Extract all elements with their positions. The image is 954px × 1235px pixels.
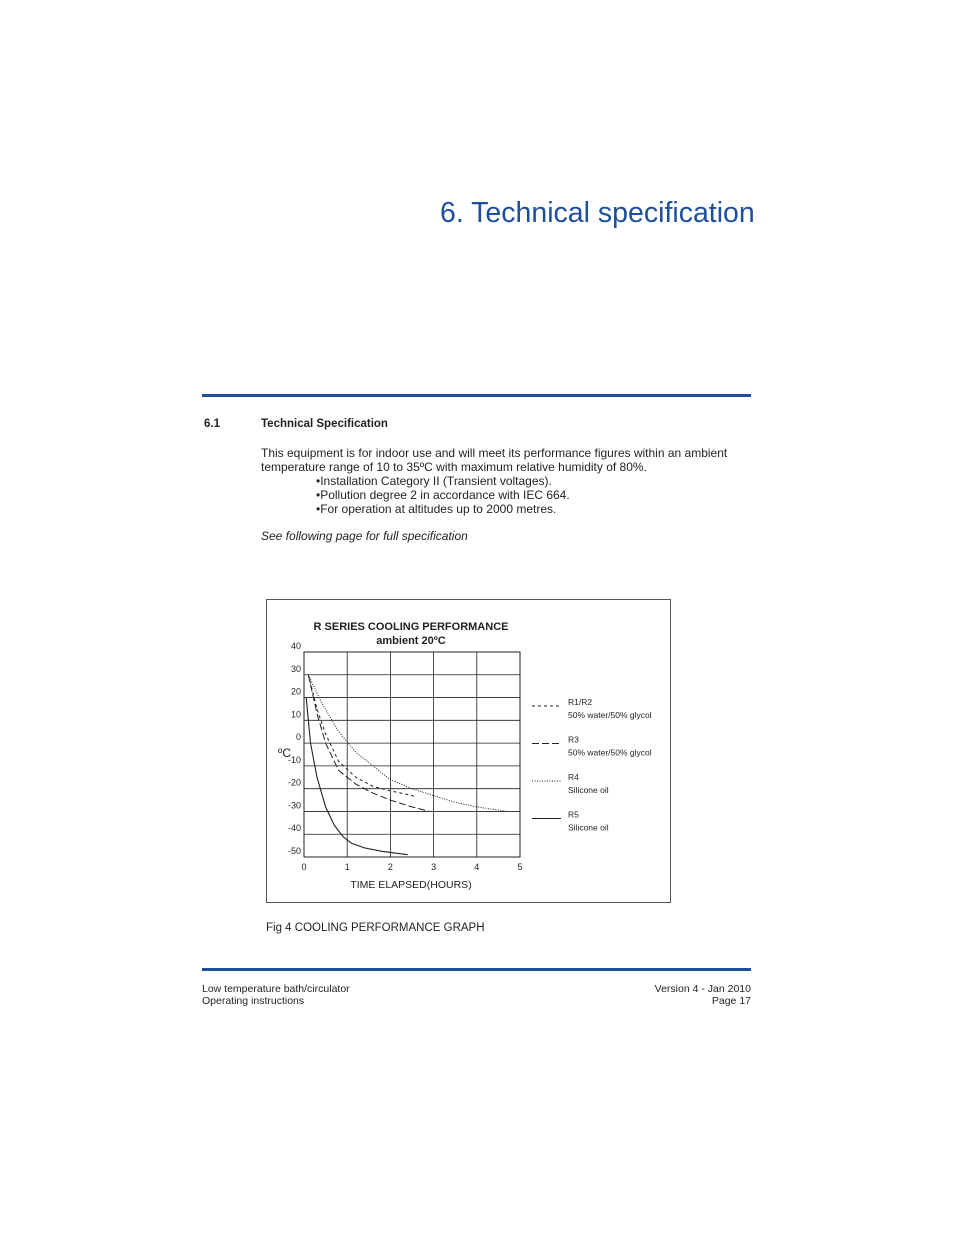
legend-series-name: R4 [568,772,579,782]
legend-series-description: Silicone oil [568,822,609,833]
y-tick-label: 30 [290,663,301,674]
legend-series-description: 50% water/50% glycol [568,710,652,720]
footer-doc-type: Operating instructions [202,995,305,1007]
legend-series-name: R1/R2 [568,697,593,707]
legend-series-description: Silicone oil [568,785,609,795]
chart-frame [266,599,671,903]
legend-series-name: R5 [568,809,579,820]
chart-title: R SERIES COOLING PERFORMANCE [313,621,509,633]
intro-paragraph: This equipment is for indoor use and will meet its performance figures within an ambient temperature range of 10 to 35ºC with maximum relative humidity of 80%. [261,446,728,474]
series-line-r1-r2 [308,675,416,798]
y-tick-label: 0 [295,732,301,743]
footer-divider [202,968,751,971]
bullet-item: •Installation Category II (Transient voltages). [316,474,552,488]
chart-legend [532,697,652,833]
y-tick-label: -20 [287,777,301,788]
y-tick-label: -30 [287,800,301,811]
x-axis-label: TIME ELAPSED(HOURS) [350,879,472,891]
page-title: 6. Technical specification [440,197,755,229]
chart-grid [304,652,520,857]
x-tick-label: 1 [344,862,350,872]
x-tick-label: 3 [431,862,437,872]
x-tick-label: 4 [474,862,480,872]
y-tick-label: -50 [287,846,301,856]
footer-page-number: Page 17 [711,995,751,1007]
plot-area [304,652,520,857]
y-tick-label: 10 [290,709,301,720]
figure-caption: Fig 4 COOLING PERFORMANCE GRAPH [266,922,485,934]
legend-series-description: 50% water/50% glycol [568,747,652,758]
section-number: 6.1 [204,418,220,430]
y-tick-label: 20 [290,686,301,697]
footer-version: Version 4 - Jan 2010 [654,983,751,995]
chart-subtitle: ambient 20ºC [376,635,446,647]
y-tick-label: 40 [290,641,301,651]
see-next-page-note: See following page for full specification [261,529,468,543]
legend-series-name: R3 [568,734,579,745]
cooling-performance-chart [267,600,672,904]
x-tick-label: 0 [301,862,307,872]
x-tick-label: 5 [517,862,523,872]
y-axis-label: ºC [278,746,292,760]
bullet-item: •Pollution degree 2 in accordance with IEC 664. [316,488,570,502]
footer-product-name: Low temperature bath/circulator [202,983,350,995]
chart-ticks [288,641,523,872]
y-tick-label: -40 [287,823,301,834]
section-title: Technical Specification [261,418,388,430]
y-tick-label: -10 [287,754,301,765]
x-tick-label: 2 [387,862,393,872]
bullet-item: •For operation at altitudes up to 2000 metres. [316,502,557,516]
header-divider [202,394,751,397]
